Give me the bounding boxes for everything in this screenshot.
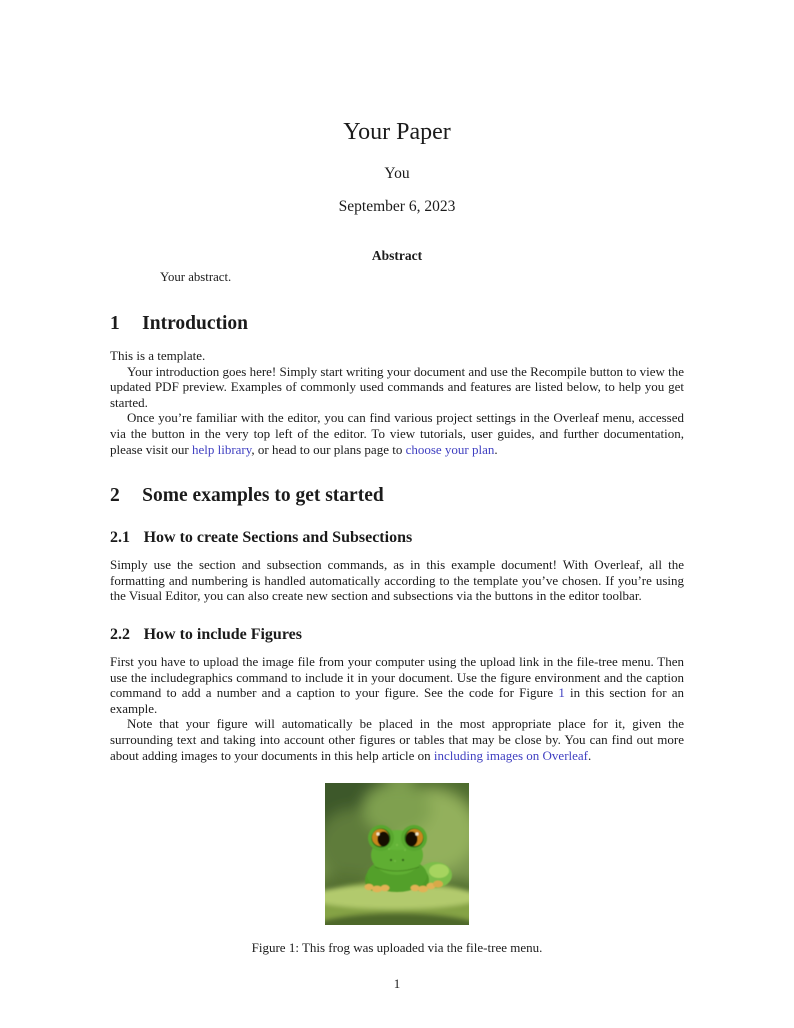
help-library-link[interactable]: help library xyxy=(191,441,252,457)
section-2-number: 2 xyxy=(110,485,120,507)
section-2-title: Some examples to get started xyxy=(142,485,384,507)
choose-your-plan-link[interactable]: choose your plan xyxy=(405,441,495,457)
abstract-heading: Abstract xyxy=(371,248,423,263)
paper-date: September 6, 2023 xyxy=(338,198,456,215)
section-1-title: Introduction xyxy=(142,313,249,334)
page-number: 1 xyxy=(393,976,401,991)
intro-paragraph-3 xyxy=(110,410,684,457)
figures-paragraph-2-text: Note that your figure will automatically be placed in the most appropriate place for it, given the surrounding text and taking into account other figures or tables that may be close by. You can find out more about adding images to your documents in this help article on xyxy=(110,716,684,763)
subsection-2-1-number: 2.1 xyxy=(110,529,130,547)
figure-1-reference-link[interactable]: 1 xyxy=(558,685,565,701)
including-images-link[interactable]: including images on Overleaf xyxy=(433,747,589,763)
intro-paragraph-2: Your introduction goes here! Simply start writing your document and use the Recompile button to view the updated PDF preview. Examples of commonly used commands and features are listed below, to help you get started. xyxy=(110,363,684,410)
intro-paragraph-1: This is a template. xyxy=(110,348,206,363)
intro-paragraph-3-text: . xyxy=(494,441,498,457)
paper-title: Your Paper xyxy=(343,119,451,145)
subsection-2-1-heading xyxy=(110,528,684,547)
subsection-2-2-heading xyxy=(110,625,684,644)
section-2-heading xyxy=(110,484,684,507)
intro-paragraph-3-text: Once you’re familiar with the editor, you can find various project settings in the Overleaf menu, accessed via the button in the very top left of the editor. To view tutorials, user guides, and further documentation, please visit our xyxy=(110,410,684,457)
subsection-2-2-number: 2.2 xyxy=(110,625,130,643)
figures-paragraph-2-text: . xyxy=(588,747,592,763)
intro-paragraph-3-text: , or head to our plans page to xyxy=(251,441,406,457)
figures-paragraph-1-text: First you have to upload the image file from your computer using the upload link in the file-tree menu. Then use the includegraphics command to include it in your document. Use the figure environment and the caption command to add a number and a caption to your figure. See the code for Figure xyxy=(110,653,684,701)
subsection-2-1-title: How to create Sections and Subsections xyxy=(143,529,413,547)
paper-author: You xyxy=(384,165,410,182)
figures-paragraph-2 xyxy=(110,716,684,763)
abstract-text: Your abstract. xyxy=(160,270,232,284)
section-1-number: 1 xyxy=(110,313,120,334)
subsection-2-2-title: How to include Figures xyxy=(143,625,302,643)
figure-1 xyxy=(110,783,684,956)
figure-caption: Figure 1: This frog was uploaded via the file-tree menu. xyxy=(251,940,543,956)
title-block xyxy=(110,0,684,216)
figures-paragraph-1-text: in this section for an example. xyxy=(110,685,685,716)
abstract-block xyxy=(110,248,684,285)
figures-paragraph-1 xyxy=(110,654,684,716)
subsection-2-1-paragraph: Simply use the section and subsection commands, as in this example document! With Overleaf, all the formatting and numbering is handled automatically according to the template you’ve chosen. If you’re using the Visual Editor, you can also create new section and subsections via the buttons in the editor toolbar. xyxy=(110,557,684,604)
section-1-heading xyxy=(110,312,684,335)
frog-photo xyxy=(325,783,469,925)
